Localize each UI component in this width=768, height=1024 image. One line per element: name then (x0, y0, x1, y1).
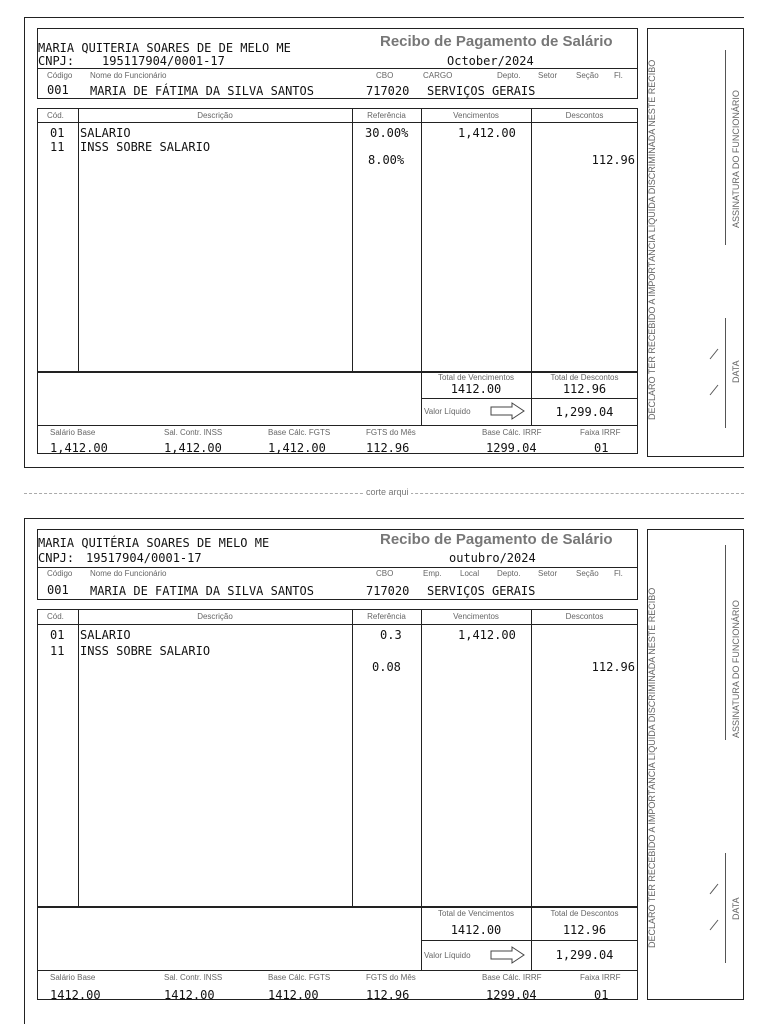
footer-base-irrf: 1299.04 (486, 988, 537, 1002)
totals-divider (421, 398, 638, 399)
date-slashes (706, 880, 726, 950)
item-venc: 1,412.00 (458, 126, 516, 140)
label-nome: Nome do Funcionário (90, 71, 167, 80)
label-secao: Seção (576, 71, 599, 80)
item-desc: INSS SOBRE SALARIO (80, 140, 211, 154)
footer-base-irrf: 1299.04 (486, 441, 537, 455)
item-ref: 30.00% (365, 126, 409, 140)
total-desc: 112.96 (562, 382, 607, 396)
footer-sal-contr: 1,412.00 (164, 441, 222, 455)
label-nome: Nome do Funcionário (90, 569, 167, 578)
table-header-line (37, 122, 638, 123)
label-secao: Seção (576, 569, 599, 578)
col-line-desc (352, 108, 353, 371)
footer-label-faixa-irrf: Faixa IRRF (580, 973, 621, 982)
totals-divider (421, 940, 638, 941)
employee-role: SERVIÇOS GERAIS (427, 584, 536, 598)
frame-left (24, 518, 25, 1024)
table-footer-line (37, 425, 638, 426)
employee-name: MARIA DE FÁTIMA DA SILVA SANTOS (90, 84, 314, 98)
item-cod: 11 (50, 644, 65, 658)
footer-label-base-irrf: Base Cálc. IRRF (482, 973, 542, 982)
cnpj-label: CNPJ: (38, 551, 75, 565)
table-header-line (37, 624, 638, 625)
employee-code: 001 (47, 583, 69, 597)
th-referencia: Referência (367, 111, 406, 120)
th-descricao: Descrição (197, 612, 233, 621)
footer-salario-base: 1,412.00 (50, 441, 108, 455)
signature-line (725, 545, 726, 740)
th-vencimentos: Vencimentos (453, 612, 499, 621)
liquido-value: 1,299.04 (555, 948, 614, 962)
item-cod: 01 (50, 628, 65, 642)
total-venc-label: Total de Vencimentos (437, 373, 515, 382)
footer-sal-contr: 1412.00 (164, 988, 215, 1002)
item-descontos: 112.96 (591, 660, 635, 674)
employee-cbo: 717020 (366, 584, 410, 598)
col-line-cod (78, 108, 79, 371)
receipt-title: Recibo de Pagamento de Salário (380, 33, 613, 50)
footer-label-base-fgts: Base Cálc. FGTS (268, 973, 331, 982)
th-descricao: Descrição (197, 111, 233, 120)
footer-fgts-mes: 112.96 (366, 988, 410, 1002)
total-desc: 112.96 (562, 923, 607, 937)
arrow-right-icon (490, 402, 526, 420)
th-referencia: Referência (367, 612, 406, 621)
date-slashes (706, 345, 726, 415)
footer-label-faixa-irrf: Faixa IRRF (580, 428, 621, 437)
footer-label-sal-contr: Sal. Contr. INSS (164, 973, 223, 982)
cut-label: corte arqui (366, 487, 409, 497)
header-divider (37, 68, 638, 69)
th-descontos: Descontos (565, 612, 604, 621)
footer-label-base-irrf: Base Cálc. IRRF (482, 428, 542, 437)
label-fl: Fl. (614, 71, 623, 80)
footer-faixa-irrf: 01 (594, 441, 609, 455)
cnpj-value: 195117904/0001-17 (102, 54, 225, 68)
item-ref: 0.08 (372, 660, 401, 674)
label-emp: Emp. (423, 569, 442, 578)
label-setor: Setor (538, 569, 558, 578)
liquido-label: Valor Líquido (424, 951, 471, 960)
footer-fgts-mes: 112.96 (366, 441, 410, 455)
cnpj-label: CNPJ: (38, 54, 75, 68)
label-cargo: CARGO (423, 71, 453, 80)
table-body-end (37, 906, 638, 908)
date-label: DATA (731, 360, 741, 383)
total-desc-label: Total de Descontos (550, 909, 619, 918)
label-depto: Depto. (497, 71, 521, 80)
item-cod: 11 (50, 140, 65, 154)
footer-salario-base: 1412.00 (50, 988, 101, 1002)
item-desc: SALARIO (80, 628, 131, 642)
employee-code: 001 (47, 83, 69, 97)
footer-label-salario-base: Salário Base (50, 973, 96, 982)
footer-label-salario-base: Salário Base (50, 428, 96, 437)
signature-line (725, 50, 726, 245)
footer-label-fgts-mes: FGTS do Mês (366, 428, 416, 437)
label-cbo: CBO (376, 71, 394, 80)
label-cbo: CBO (376, 569, 394, 578)
item-desc: INSS SOBRE SALARIO (80, 644, 211, 658)
declaration-text: DECLARO TER RECEBIDO A IMPORTÂNCIA LÍQUIDA DISCRIMINADA NESTE RECIBO (647, 587, 657, 948)
label-setor: Setor (538, 71, 558, 80)
label-fl: Fl. (614, 569, 623, 578)
signature-label: ASSINATURA DO FUNCIONÁRIO (731, 600, 741, 738)
employee-role: SERVIÇOS GERAIS (427, 84, 536, 98)
item-cod: 01 (50, 126, 65, 140)
declaration-text: DECLARO TER RECEBIDO A IMPORTÂNCIA LÍQUIDA DISCRIMINADA NESTE RECIBO (647, 59, 657, 420)
th-vencimentos: Vencimentos (453, 111, 499, 120)
label-codigo: Código (47, 71, 73, 80)
label-codigo: Código (47, 569, 73, 578)
frame-left (24, 17, 25, 467)
signature-stub (647, 28, 744, 457)
total-venc-label: Total de Vencimentos (437, 909, 515, 918)
footer-label-sal-contr: Sal. Contr. INSS (164, 428, 223, 437)
total-venc: 1412.00 (450, 923, 502, 937)
footer-base-fgts: 1,412.00 (268, 441, 326, 455)
col-line-cod (78, 609, 79, 906)
header-divider (37, 567, 638, 568)
frame-top (24, 518, 744, 519)
frame-bottom (24, 467, 744, 468)
item-ref: 0.3 (380, 628, 402, 642)
liquido-label: Valor Líquido (424, 407, 471, 416)
total-desc-label: Total de Descontos (550, 373, 619, 382)
period: outubro/2024 (449, 551, 536, 565)
employee-name: MARIA DE FATIMA DA SILVA SANTOS (90, 584, 314, 598)
arrow-right-icon (490, 946, 526, 964)
footer-base-fgts: 1412.00 (268, 988, 319, 1002)
frame-top (24, 17, 744, 18)
employee-cbo: 717020 (366, 84, 410, 98)
th-descontos: Descontos (565, 111, 604, 120)
liquido-value: 1,299.04 (555, 405, 614, 419)
item-venc: 1,412.00 (458, 628, 516, 642)
footer-label-fgts-mes: FGTS do Mês (366, 973, 416, 982)
col-line-desc (352, 609, 353, 906)
item-desc: SALARIO (80, 126, 131, 140)
date-label: DATA (731, 897, 741, 920)
receipt-title: Recibo de Pagamento de Salário (380, 531, 613, 548)
label-depto: Depto. (497, 569, 521, 578)
label-local: Local (460, 569, 480, 578)
item-ref: 8.00% (368, 153, 405, 167)
cnpj-value: 19517904/0001-17 (86, 551, 202, 565)
signature-label: ASSINATURA DO FUNCIONÁRIO (731, 90, 741, 228)
company-name: MARIA QUITÉRIA SOARES DE MELO ME (38, 536, 270, 550)
total-venc: 1412.00 (450, 382, 502, 396)
th-cod: Cód. (47, 612, 64, 621)
item-descontos: 112.96 (591, 153, 635, 167)
signature-stub (647, 529, 744, 1000)
company-name: MARIA QUITERIA SOARES DE DE MELO ME (38, 41, 291, 55)
footer-faixa-irrf: 01 (594, 988, 609, 1002)
period: October/2024 (447, 54, 534, 68)
table-footer-line (37, 970, 638, 971)
th-cod: Cód. (47, 111, 64, 120)
footer-label-base-fgts: Base Cálc. FGTS (268, 428, 331, 437)
